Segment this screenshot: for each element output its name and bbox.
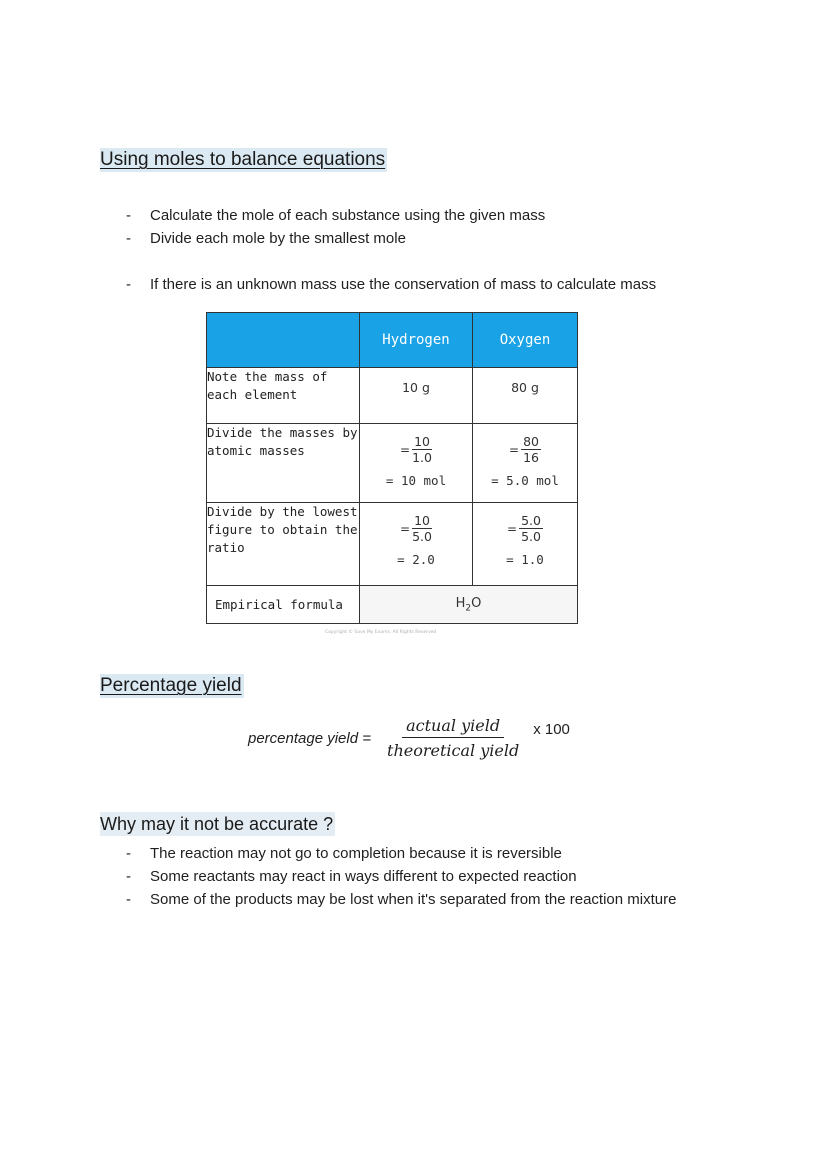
row-label: Empirical formula [207,586,360,624]
oxygen-ratio: = 1.0 [506,552,544,567]
table-row [207,586,578,624]
list-item: - If there is an unknown mass use the conservation of mass to calculate mass [126,276,657,293]
hydrogen-ratio: = 2.0 [397,552,435,567]
formula-fraction [383,716,523,760]
formula-lhs: percentage yield = [248,729,372,747]
table-row [207,368,578,424]
list-item: - Some of the products may be lost when it's separated from the reaction mixture [126,891,677,908]
fraction: = $\frac{80}{16}$ [509,434,539,465]
row-label: Note the mass of each element [207,368,360,424]
hydrogen-ratio-cell [360,503,473,586]
accuracy-bullet-list [126,842,690,911]
section-title-moles: Using moles to balance equations [100,149,386,170]
moles-bullet-list [126,204,690,250]
hydrogen-moles: = 10 mol [385,473,447,488]
hydrogen-mass: 10 g [360,368,473,424]
oxygen-moles: = 5.0 mol [491,473,559,488]
empirical-formula-value: $H_2O$ [360,586,578,624]
row-label: Divide the masses by atomic masses [207,424,360,503]
header-blank [207,313,360,368]
oxygen-moles-cell [473,424,578,503]
copyright-text: Copyright © Save My Exams. All Rights Reserved [325,630,437,635]
table-header-row [207,313,578,368]
hydrogen-moles-cell [360,424,473,503]
list-item: - Some reactants may react in ways different to expected reaction [126,868,577,885]
oxygen-ratio-cell [473,503,578,586]
list-item: - Divide each mole by the smallest mole [126,230,406,247]
list-item: - The reaction may not go to completion because it is reversible [126,845,562,862]
formula-rhs: x 100 [533,720,570,738]
section-title-yield: Percentage yield [100,675,242,696]
header-oxygen: Oxygen [473,313,578,368]
header-hydrogen: Hydrogen [360,313,473,368]
fraction: = $\frac{10}{1.0}$ [400,434,432,465]
table-row [207,503,578,586]
row-label: Divide by the lowest figure to obtain the ratio [207,503,360,586]
fraction: = $\frac{5.0}{5.0}$ [507,513,541,544]
formula-numerator: actual yield [402,716,504,738]
formula-denominator: theoretical yield [387,741,520,760]
list-item: - Calculate the mole of each substance using the given mass [126,207,546,224]
percentage-yield-formula [248,716,570,760]
fraction: = $\frac{10}{5.0}$ [400,513,432,544]
section-title-accuracy: Why may it not be accurate ? [100,814,334,834]
table-row [207,424,578,503]
oxygen-mass: 80 g [473,368,578,424]
moles-bullet-list-2 [126,273,750,296]
empirical-formula-table [206,312,578,624]
